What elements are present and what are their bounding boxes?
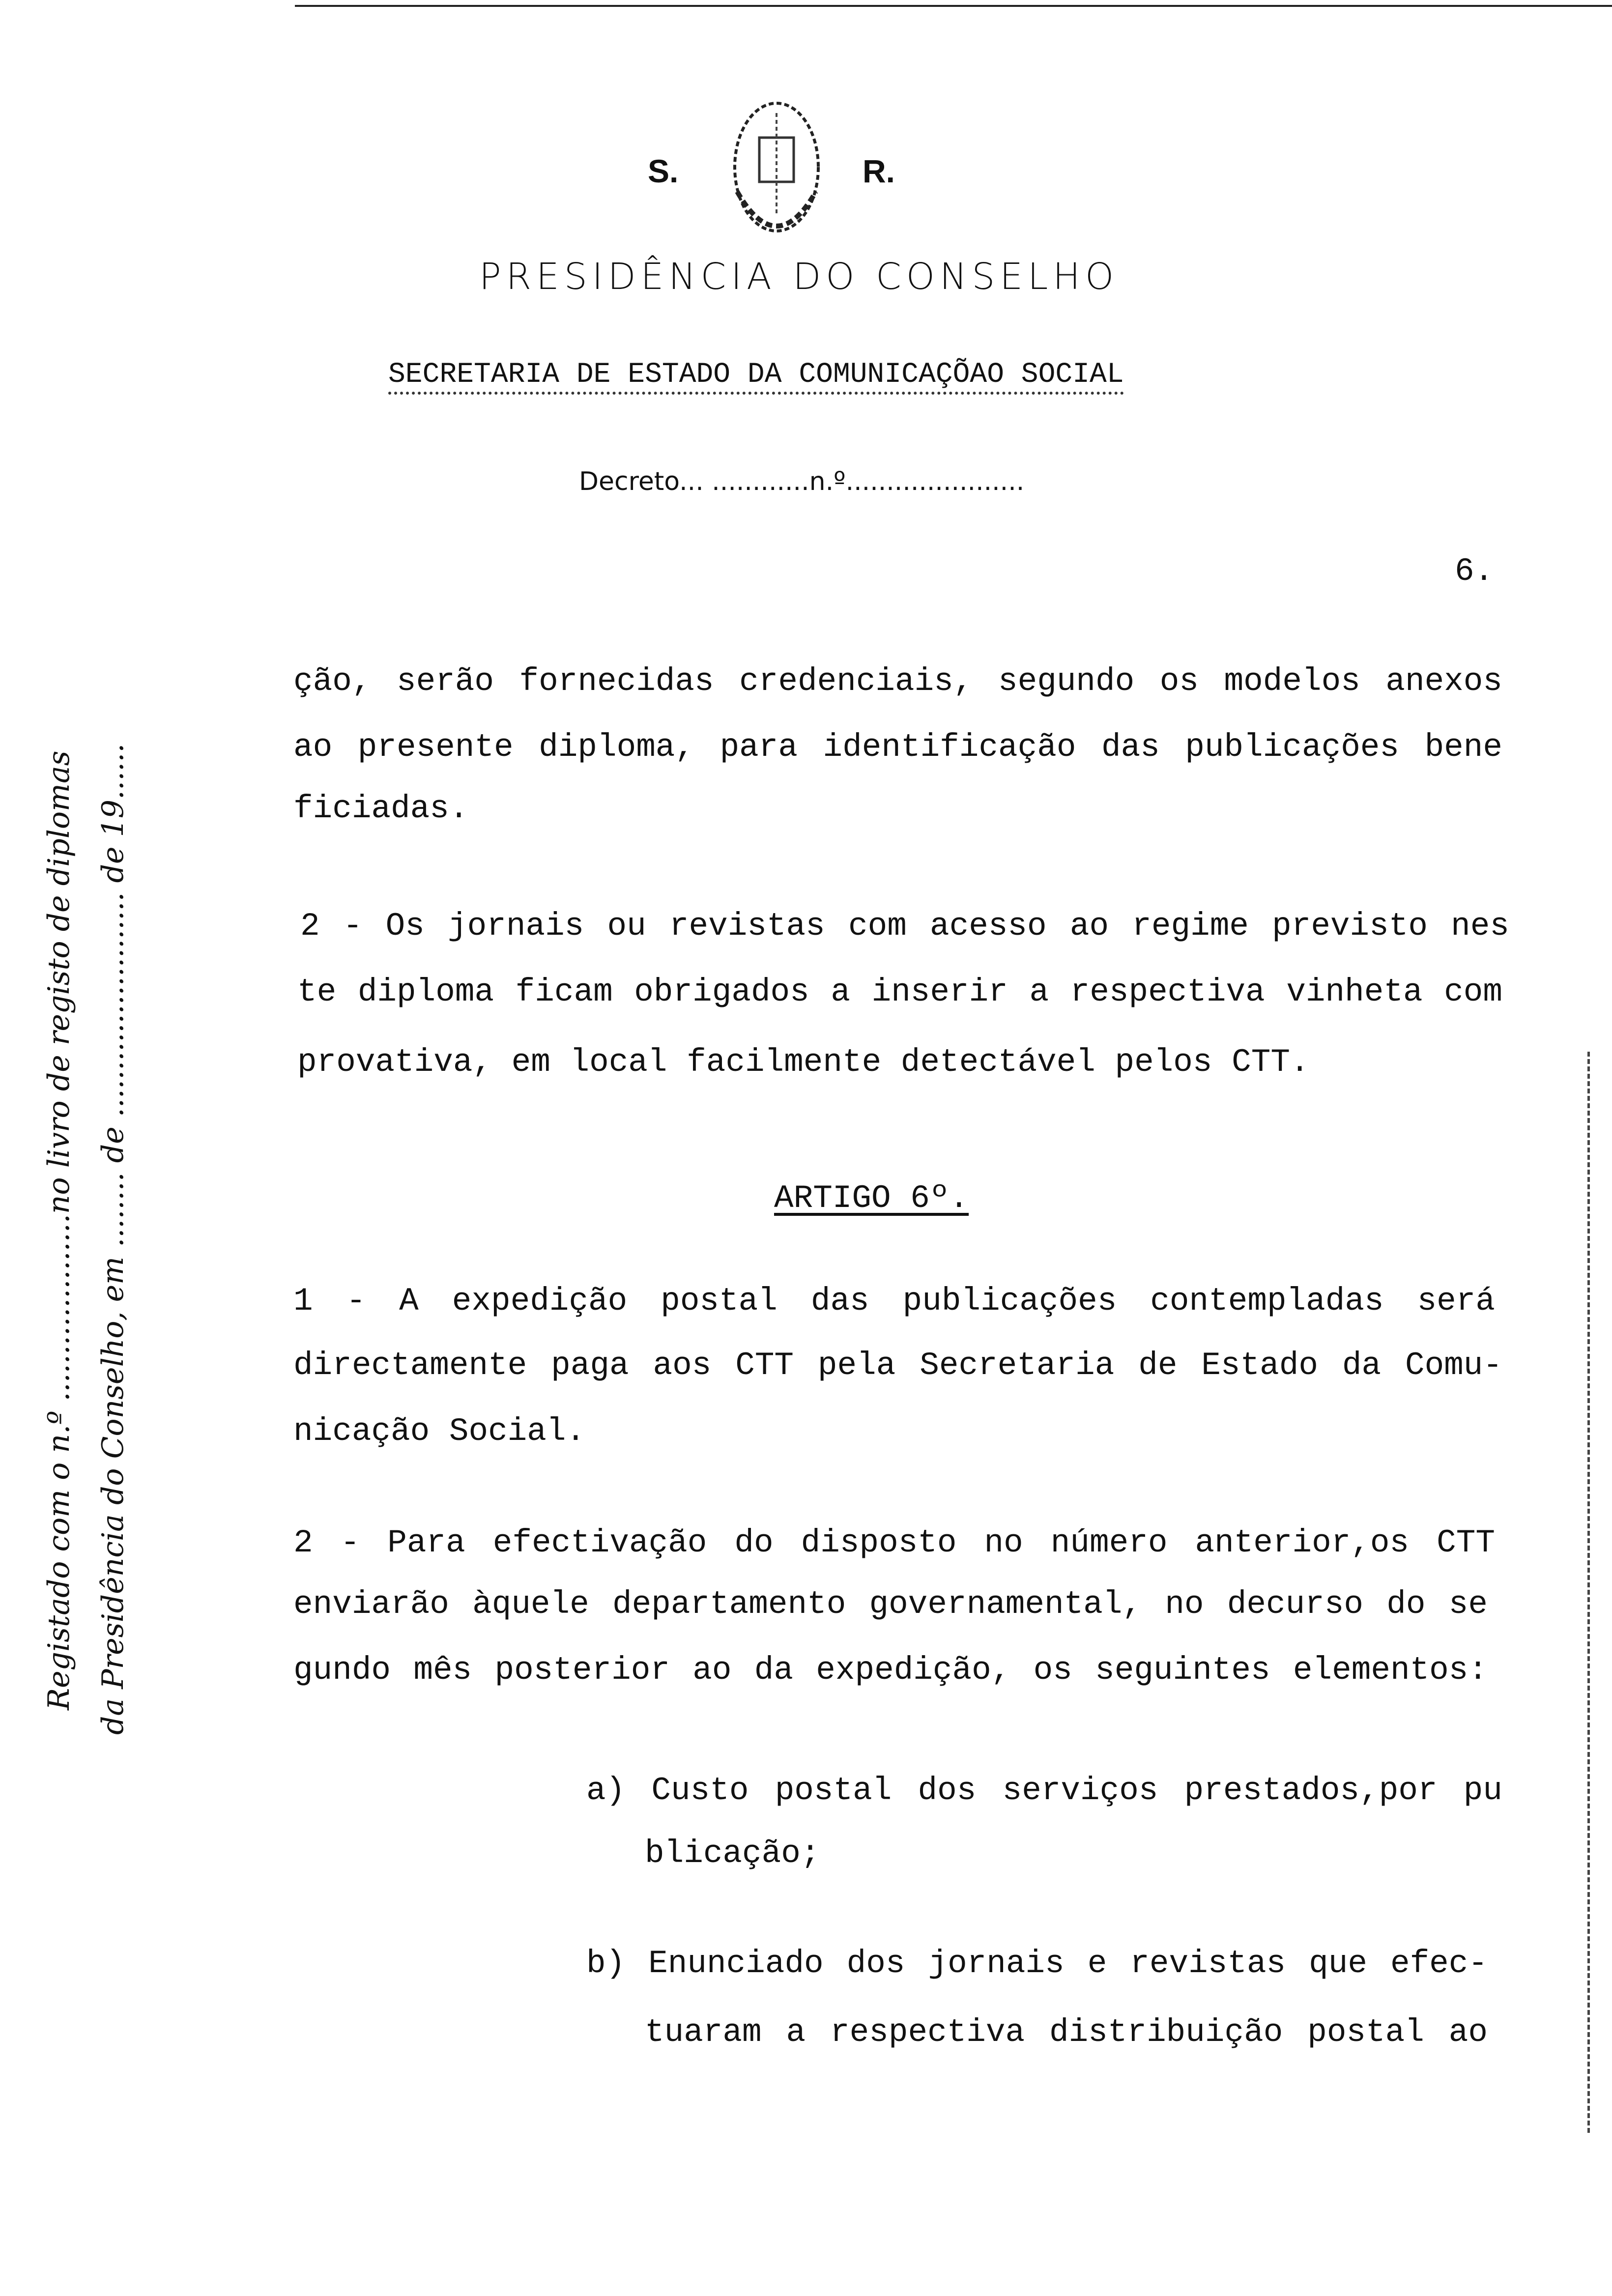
body-line: provativa, em local facilmente detectável pelos CTT. xyxy=(297,1044,1310,1081)
margin-note-line2: da Presidência do Conselho, em ........ de ........................ de 19...... xyxy=(96,743,130,1735)
body-line: directamente paga aos CTT pela Secretaria de Estado da Comu- xyxy=(293,1347,1502,1384)
body-line: ficiadas. xyxy=(293,790,469,827)
body-line: ao presente diploma, para identificação das publicações bene xyxy=(293,729,1502,766)
body-line: 2 - Os jornais ou revistas com acesso ao regime previsto nes xyxy=(300,908,1509,945)
page-title: PRESIDÊNCIA DO CONSELHO xyxy=(479,256,1119,298)
list-item: b) Enunciado dos jornais e revistas que efec- xyxy=(586,1945,1488,1982)
letter-s: S. xyxy=(648,153,679,189)
margin-dashed-line xyxy=(1587,1052,1590,2133)
body-line: gundo mês posterior ao da expedição, os seguintes elementos: xyxy=(293,1652,1488,1689)
body-line: 2 - Para efectivação do disposto no número anterior,os CTT xyxy=(293,1524,1495,1561)
list-item: tuaram a respectiva distribuição postal ao xyxy=(645,2014,1488,2051)
margin-note-line1: Registado com o n.º ....................no livro de registo de diplomas xyxy=(42,750,76,1710)
decree-blank: ... ............ xyxy=(679,467,809,496)
body-line: enviarão àquele departamento governamental, no decurso do se xyxy=(293,1586,1488,1623)
body-line: nicação Social. xyxy=(293,1413,586,1450)
body-line: te diploma ficam obrigados a inserir a respectiva vinheta com xyxy=(297,974,1502,1010)
decree-number-blank: ...................... xyxy=(845,467,1025,496)
letter-r: R. xyxy=(863,153,895,189)
top-rule xyxy=(295,5,1612,7)
department-name: SECRETARIA DE ESTADO DA COMUNICAÇÕAO SOCIAL xyxy=(388,359,1124,395)
article-heading: ARTIGO 6º. xyxy=(774,1180,969,1217)
decree-field xyxy=(579,467,1024,496)
coat-of-arms-icon xyxy=(722,93,831,256)
body-line: 1 - A expedição postal das publicações contempladas será xyxy=(293,1283,1495,1320)
page-number: 6. xyxy=(1455,553,1494,590)
body-line: ção, serão fornecidas credenciais, segundo os modelos anexos xyxy=(293,663,1502,700)
decree-label: Decreto xyxy=(579,467,680,496)
list-item: blicação; xyxy=(645,1835,820,1872)
list-item: a) Custo postal dos serviços prestados,por pu xyxy=(586,1772,1502,1809)
decree-number-label: n.º xyxy=(809,467,846,496)
